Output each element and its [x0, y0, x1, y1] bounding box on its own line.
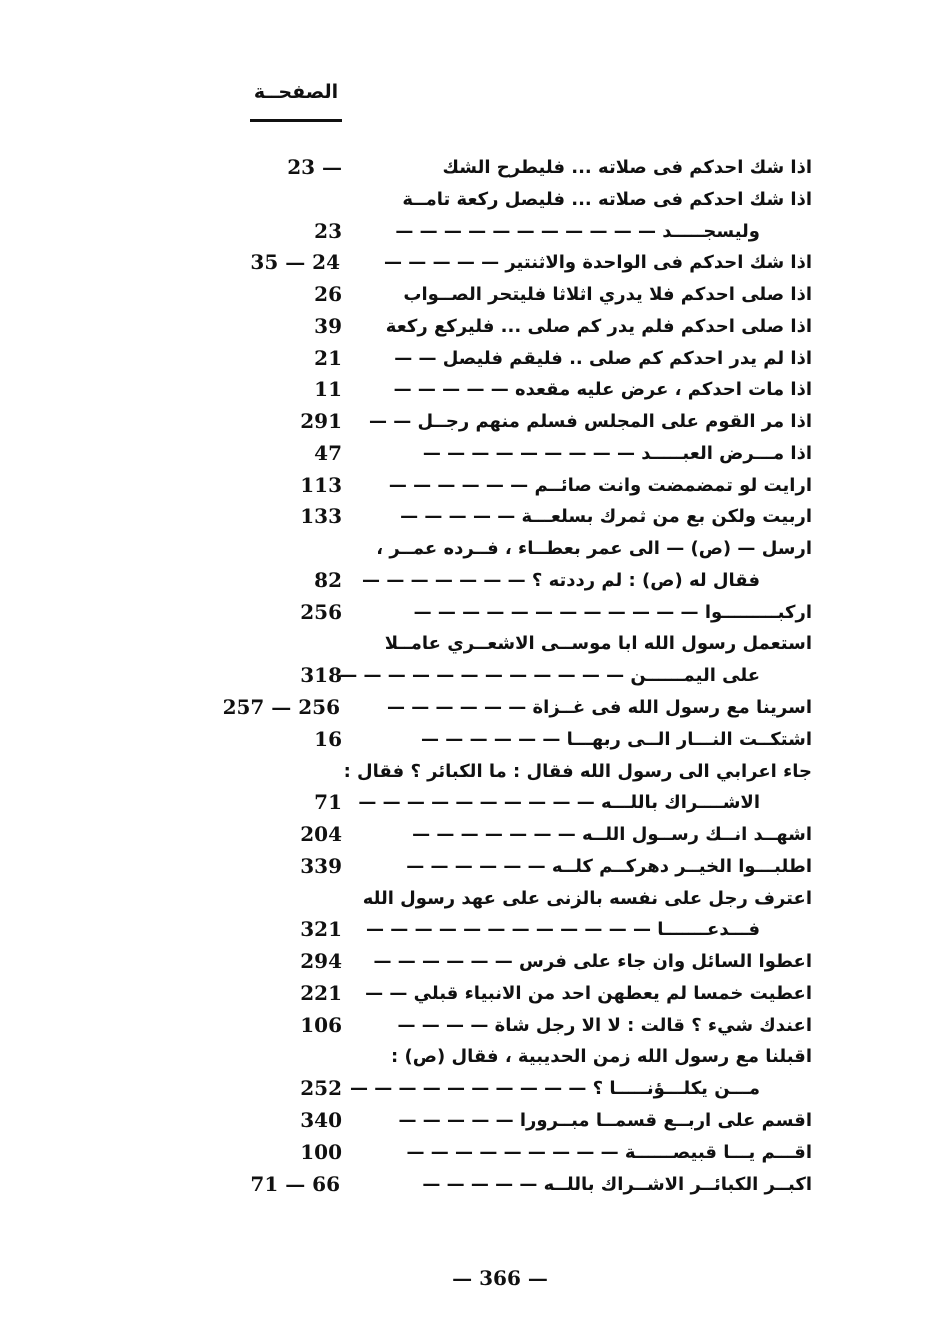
entry-text: اربيت ولكن بع من ثمرك بسلعـــة — — — — —: [400, 506, 812, 528]
index-entry: [0, 819, 940, 851]
entry-page-number: 47: [314, 440, 342, 465]
index-entry: [0, 946, 940, 978]
index-entry: [0, 216, 940, 248]
entry-page-number: 82: [314, 567, 342, 592]
entry-page-number: 291: [300, 409, 342, 434]
entry-text: فقال له (ص) : لم رددته ؟ — — — — — — —: [362, 569, 760, 591]
header-underline: [250, 119, 342, 122]
entry-text: اقـــم يـــا قبيصــــــة — — — — — — — — —: [406, 1141, 812, 1163]
entry-page-number: 221: [300, 980, 342, 1005]
index-entry: [0, 692, 940, 724]
index-entry: [0, 851, 940, 883]
entry-page-number: 256: [300, 599, 342, 624]
entry-page-number: 21: [314, 345, 342, 370]
entry-text: وليسجـــــد — — — — — — — — — — —: [395, 220, 760, 242]
entry-text: على اليمــــــن — — — — — — — — — — — —: [339, 665, 760, 687]
index-entry: [0, 152, 940, 184]
entry-text: اشهــد انــك رســول اللــه — — — — — — —: [412, 824, 812, 846]
index-entry: [0, 883, 940, 915]
index-entry: [0, 1169, 940, 1201]
entry-page-number: 340: [300, 1107, 342, 1132]
index-entry: [0, 1073, 940, 1105]
entry-text: اعترف رجل على نفسه بالزنى على عهد رسول الله: [362, 887, 812, 909]
entry-text: اذا مـــرض العبـــــد — — — — — — — — —: [422, 442, 812, 464]
entry-page-number: 294: [300, 949, 342, 974]
entry-text: اسرينا مع رسول الله فى غــزاة — — — — — —: [386, 697, 812, 719]
entry-page-number: 252: [300, 1076, 342, 1101]
entry-text: ارايت لو تمضمضت وانت صائــم — — — — — —: [388, 474, 812, 496]
index-entry: [0, 184, 940, 216]
entry-text: اذا صلى احدكم فلا يدري اثلاثا فليتحر الصــواب: [403, 284, 812, 306]
page-footer: [440, 1266, 560, 1290]
index-entry: [0, 343, 940, 375]
entry-page-number: 26: [314, 282, 342, 307]
index-entry: [0, 565, 940, 597]
index-entry: [0, 470, 940, 502]
index-entry: [0, 1041, 940, 1073]
index-entry: [0, 597, 940, 629]
entry-page-number: 16: [314, 726, 342, 751]
index-entry: [0, 1137, 940, 1169]
column-header: [248, 78, 344, 106]
entry-text: اطلبـــوا الخيــر دهركــم كلــه — — — — — —: [406, 855, 812, 877]
index-entry: [0, 628, 940, 660]
entry-text: اذا شك احدكم فى صلاته ... فليطرح الشك: [442, 157, 812, 178]
entry-page-number: 257 — 256: [222, 695, 340, 720]
index-entry: [0, 279, 940, 311]
entry-page-number: 204: [300, 822, 342, 847]
index-entry: [0, 978, 940, 1010]
entry-page-number: 106: [300, 1012, 342, 1037]
entry-page-number: 35 — 24: [250, 250, 340, 275]
entry-text: ارسل — (ص) — الى عمر بعطــاء ، فــرده عمــر ،: [376, 538, 812, 560]
page-column-label: الصفحــة: [253, 81, 339, 103]
entry-text: اعطيت خمسا لم يعطهن احد من الانبياء قبلي — —: [365, 982, 812, 1004]
index-entry: [0, 756, 940, 788]
index-entry: [0, 1105, 940, 1137]
index-entry: [0, 438, 940, 470]
entry-page-number: 71: [314, 790, 342, 815]
entry-page-number: 321: [300, 917, 342, 942]
entry-text: اعطوا السائل وان جاء على فرس — — — — — —: [373, 951, 812, 973]
index-entry: [0, 311, 940, 343]
entry-page-number: 23 —: [287, 155, 342, 179]
entry-text: اعندك شيء ؟ قالت : لا الا رجل شاة — — — —: [397, 1014, 812, 1036]
entry-page-number: 318: [300, 663, 342, 688]
page-number: — 366 —: [452, 1266, 548, 1290]
entry-page-number: 23: [314, 218, 342, 243]
entry-text: استعمل رسول الله ابا موســى الاشعــري عامــلا: [384, 633, 812, 655]
entry-text: اذا شك احدكم فى الواحدة والاثنتير — — — — —: [384, 252, 812, 274]
index-entry: [0, 724, 940, 756]
entry-text: اقبلنا مع رسول الله زمن الحديبية ، فقال (ص) :: [391, 1046, 812, 1068]
entry-page-number: 339: [300, 853, 342, 878]
entry-page-number: 100: [300, 1139, 342, 1164]
index-entry: [0, 406, 940, 438]
hadith-index-list: [0, 152, 940, 1200]
index-entry: [0, 533, 940, 565]
index-entry: [0, 787, 940, 819]
entry-page-number: 133: [300, 504, 342, 529]
index-entry: [0, 660, 940, 692]
entry-text: اذا صلى احدكم فلم يدر كم صلى ... فليركع ركعة: [385, 315, 812, 337]
index-entry: [0, 501, 940, 533]
entry-text: اركبـــــــــوا — — — — — — — — — — — —: [413, 601, 812, 623]
entry-text: اذا شك احدكم فى صلاته ... فليصل ركعة تامــة: [402, 188, 812, 210]
index-entry: [0, 914, 940, 946]
entry-page-number: 39: [314, 313, 342, 338]
entry-text: فـــدعـــــــا — — — — — — — — — — — —: [366, 919, 760, 941]
entry-page-number: 71 — 66: [250, 1171, 340, 1196]
entry-text: مـــن يكلـــؤنـــــا ؟ — — — — — — — — — —: [349, 1078, 760, 1100]
entry-text: اذا مات احدكم ، عرض عليه مقعده — — — — —: [393, 379, 812, 401]
index-entry: [0, 247, 940, 279]
index-entry: [0, 374, 940, 406]
entry-text: اذا لم يدر احدكم كم صلى .. فليقم فليصل — —: [394, 347, 812, 369]
entry-text: اكبــر الكبائــر الاشــراك باللــه — — — — —: [422, 1173, 812, 1195]
entry-text: الاشــــراك باللـــه — — — — — — — — — —: [358, 792, 760, 814]
entry-text: جاء اعرابي الى رسول الله فقال : ما الكبائر ؟ فقال :: [343, 760, 812, 782]
entry-text: اقسم على اربــع قسمــا مبــرورا — — — — —: [398, 1109, 812, 1131]
entry-page-number: 11: [314, 377, 342, 402]
index-entry: [0, 1010, 940, 1042]
entry-page-number: 113: [300, 472, 342, 497]
entry-text: اذا مر القوم على المجلس فسلم منهم رجــل — —: [368, 411, 812, 433]
entry-text: اشتكــت النـــار الــى ربهـــا — — — — — —: [421, 728, 812, 750]
